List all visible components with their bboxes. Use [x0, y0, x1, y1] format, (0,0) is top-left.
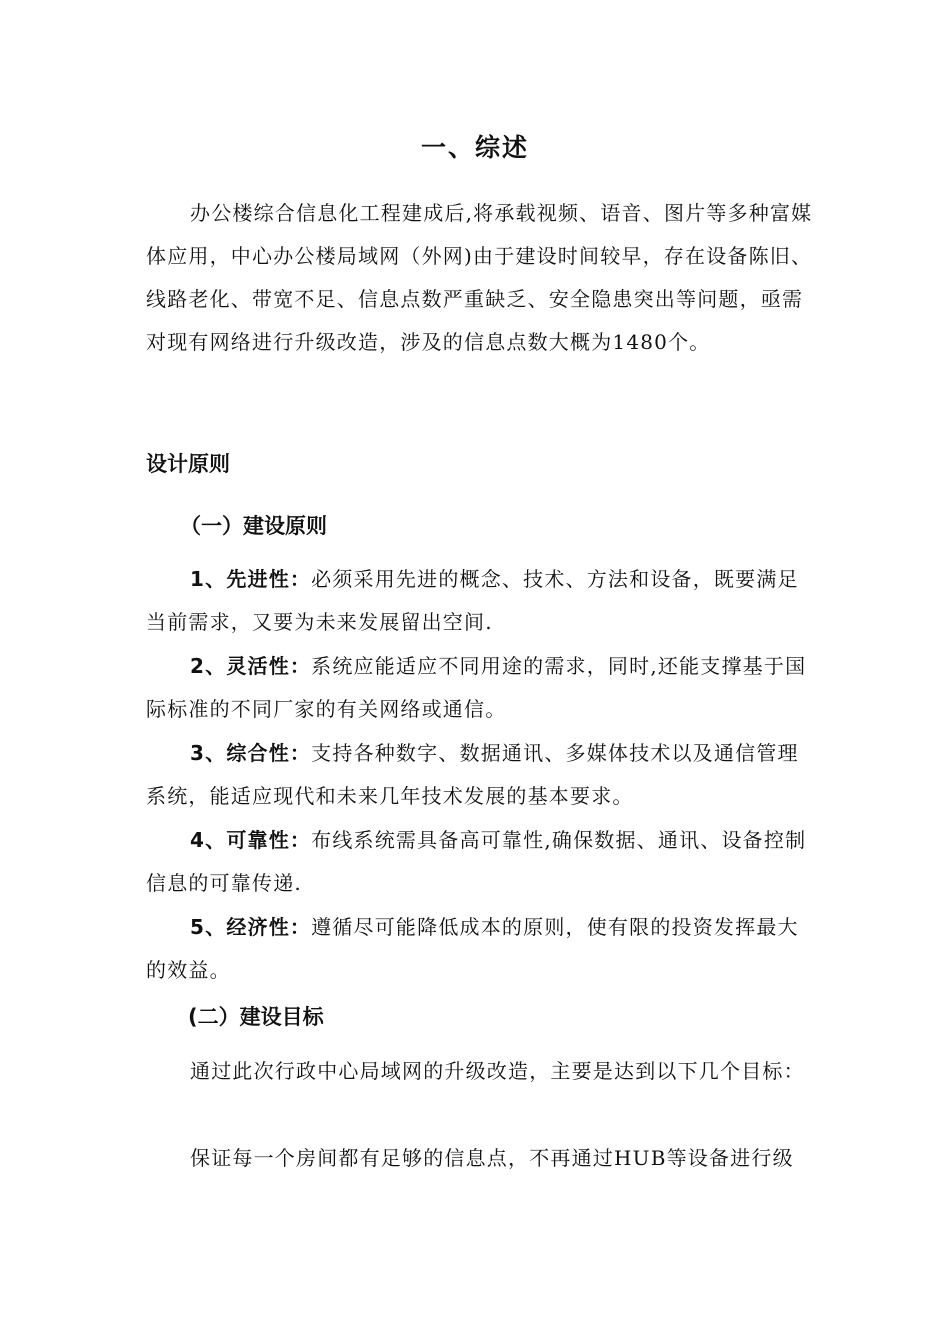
principle-term: 3、综合性： [190, 741, 312, 765]
section-1-heading: （一）建设原则 [180, 514, 327, 538]
intro-paragraph: 办公楼综合信息化工程建成后,将承载视频、语音、图片等多种富媒体应用，中心办公楼局域网（外网)由于建设时间较早，存在设备陈旧、线路老化、带宽不足、信息点数严重缺乏、安全隐患突出等问题，亟需对现有网络进行升级改造，涉及的信息点数大概为1480个。 [146, 201, 813, 354]
principle-item [146, 732, 816, 818]
principle-item [146, 558, 816, 644]
section-2-heading: (二）建设目标 [188, 1005, 324, 1029]
principle-text: 必须采用先进的概念、技术、方法和设备，既要满足当前需求，又要为未来发展留出空间. [146, 567, 799, 634]
principle-term: 5、经济性： [190, 915, 312, 939]
goal-paragraph: 通过此次行政中心局域网的升级改造，主要是达到以下几个目标： [190, 1059, 805, 1083]
principle-term: 2、灵活性： [190, 654, 312, 678]
principle-text: 系统应能适应不同用途的需求，同时,还能支撑基于国际标准的不同厂家的有关网络或通信。 [146, 654, 807, 721]
design-principles-heading: 设计原则 [146, 452, 230, 476]
principle-text: 遵循尽可能降低成本的原则，使有限的投资发挥最大的效益。 [146, 915, 799, 982]
principle-item [146, 819, 816, 905]
principle-item [146, 906, 816, 992]
principle-term: 1、先进性： [190, 567, 312, 591]
principle-text: 布线系统需具备高可靠性,确保数据、通讯、设备控制信息的可靠传递. [146, 828, 807, 895]
principle-text: 支持各种数字、数据通讯、多媒体技术以及通信管理系统，能适应现代和未来几年技术发展的基本要求。 [146, 741, 799, 808]
goal-paragraph: 保证每一个房间都有足够的信息点，不再通过HUB等设备进行级 [190, 1146, 794, 1170]
page-title: 一、综述 [420, 133, 529, 162]
principle-item [146, 645, 816, 731]
principle-term: 4、可靠性： [190, 828, 312, 852]
